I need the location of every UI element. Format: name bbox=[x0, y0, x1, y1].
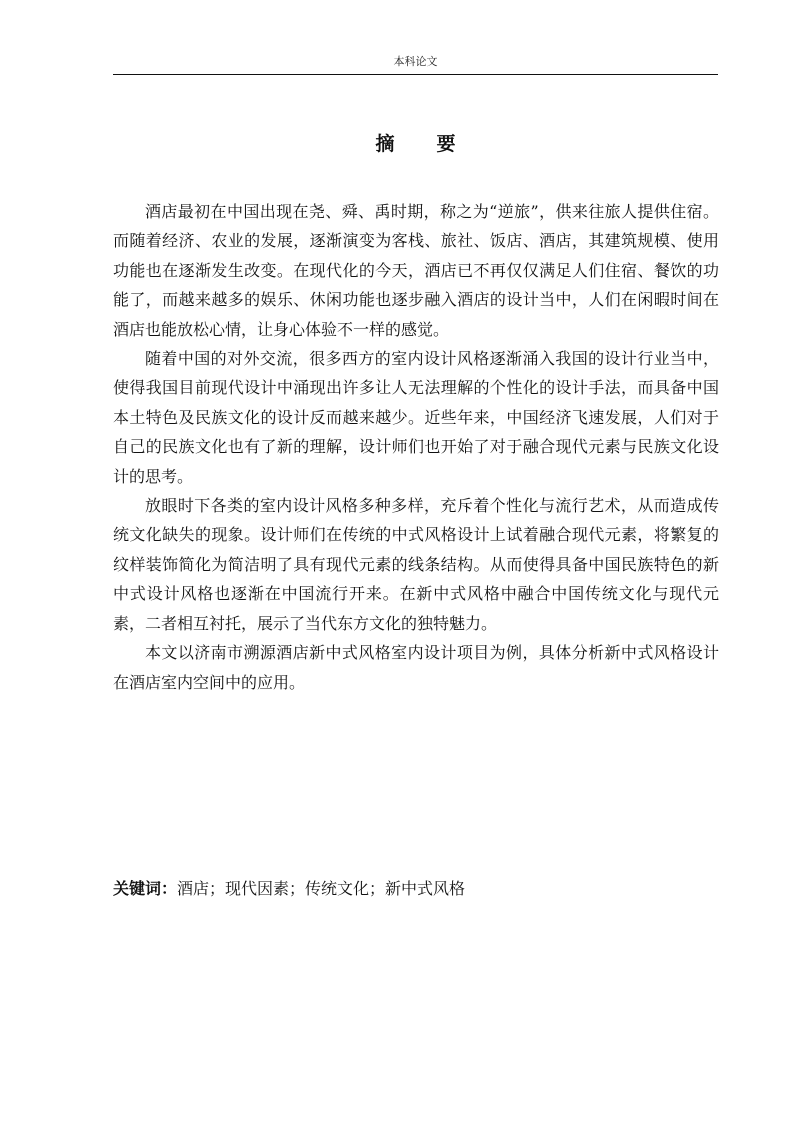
running-header: 本科论文 bbox=[393, 55, 438, 68]
abstract-title: 摘要 bbox=[375, 133, 498, 155]
abstract-paragraph: 随着中国的对外交流，很多西方的室内设计风格逐渐涌入我国的设计行业当中，使得我国目前现代设计中涌现出许多让人无法理解的个性化的设计手法，而具备中国本土特色及民族文化的设计反而越来越少。近些年来，中国经济飞速发展，人们对于自己的民族文化也有了新的理解，设计师们也开始了对于融合现代元素与民族文化设计的思考。 bbox=[113, 349, 719, 486]
header-divider bbox=[113, 74, 718, 75]
abstract-paragraph: 酒店最初在中国出现在尧、舜、禹时期，称之为“逆旅”，供来往旅人提供住宿。而随着经济、农业的发展，逐渐演变为客栈、旅社、饭店、酒店，其建筑规模、使用功能也在逐渐发生改变。在现代化的今天，酒店已不再仅仅满足人们住宿、餐饮的功能了，而越来越多的娱乐、休闲功能也逐步融入酒店的设计当中，人们在闲暇时间在酒店也能放松心情，让身心体验不一样的感觉。 bbox=[113, 202, 719, 339]
keywords-text: 酒店；现代因素；传统文化；新中式风格 bbox=[177, 879, 466, 898]
keywords-line bbox=[113, 874, 719, 903]
abstract-paragraph: 本文以济南市溯源酒店新中式风格室内设计项目为例，具体分析新中式风格设计在酒店室内空间中的应用。 bbox=[113, 643, 719, 692]
abstract-body bbox=[113, 197, 719, 697]
keywords-label: 关键词： bbox=[113, 879, 178, 898]
abstract-paragraph: 放眼时下各类的室内设计风格多种多样，充斥着个性化与流行艺术，从而造成传统文化缺失的现象。设计师们在传统的中式风格设计上试着融合现代元素，将繁复的纹样装饰简化为简洁明了具有现代元素的线条结构。从而使得具备中国民族特色的新中式设计风格也逐渐在中国流行开来。在新中式风格中融合中国传统文化与现代元素，二者相互衬托，展示了当代东方文化的独特魅力。 bbox=[113, 496, 719, 633]
